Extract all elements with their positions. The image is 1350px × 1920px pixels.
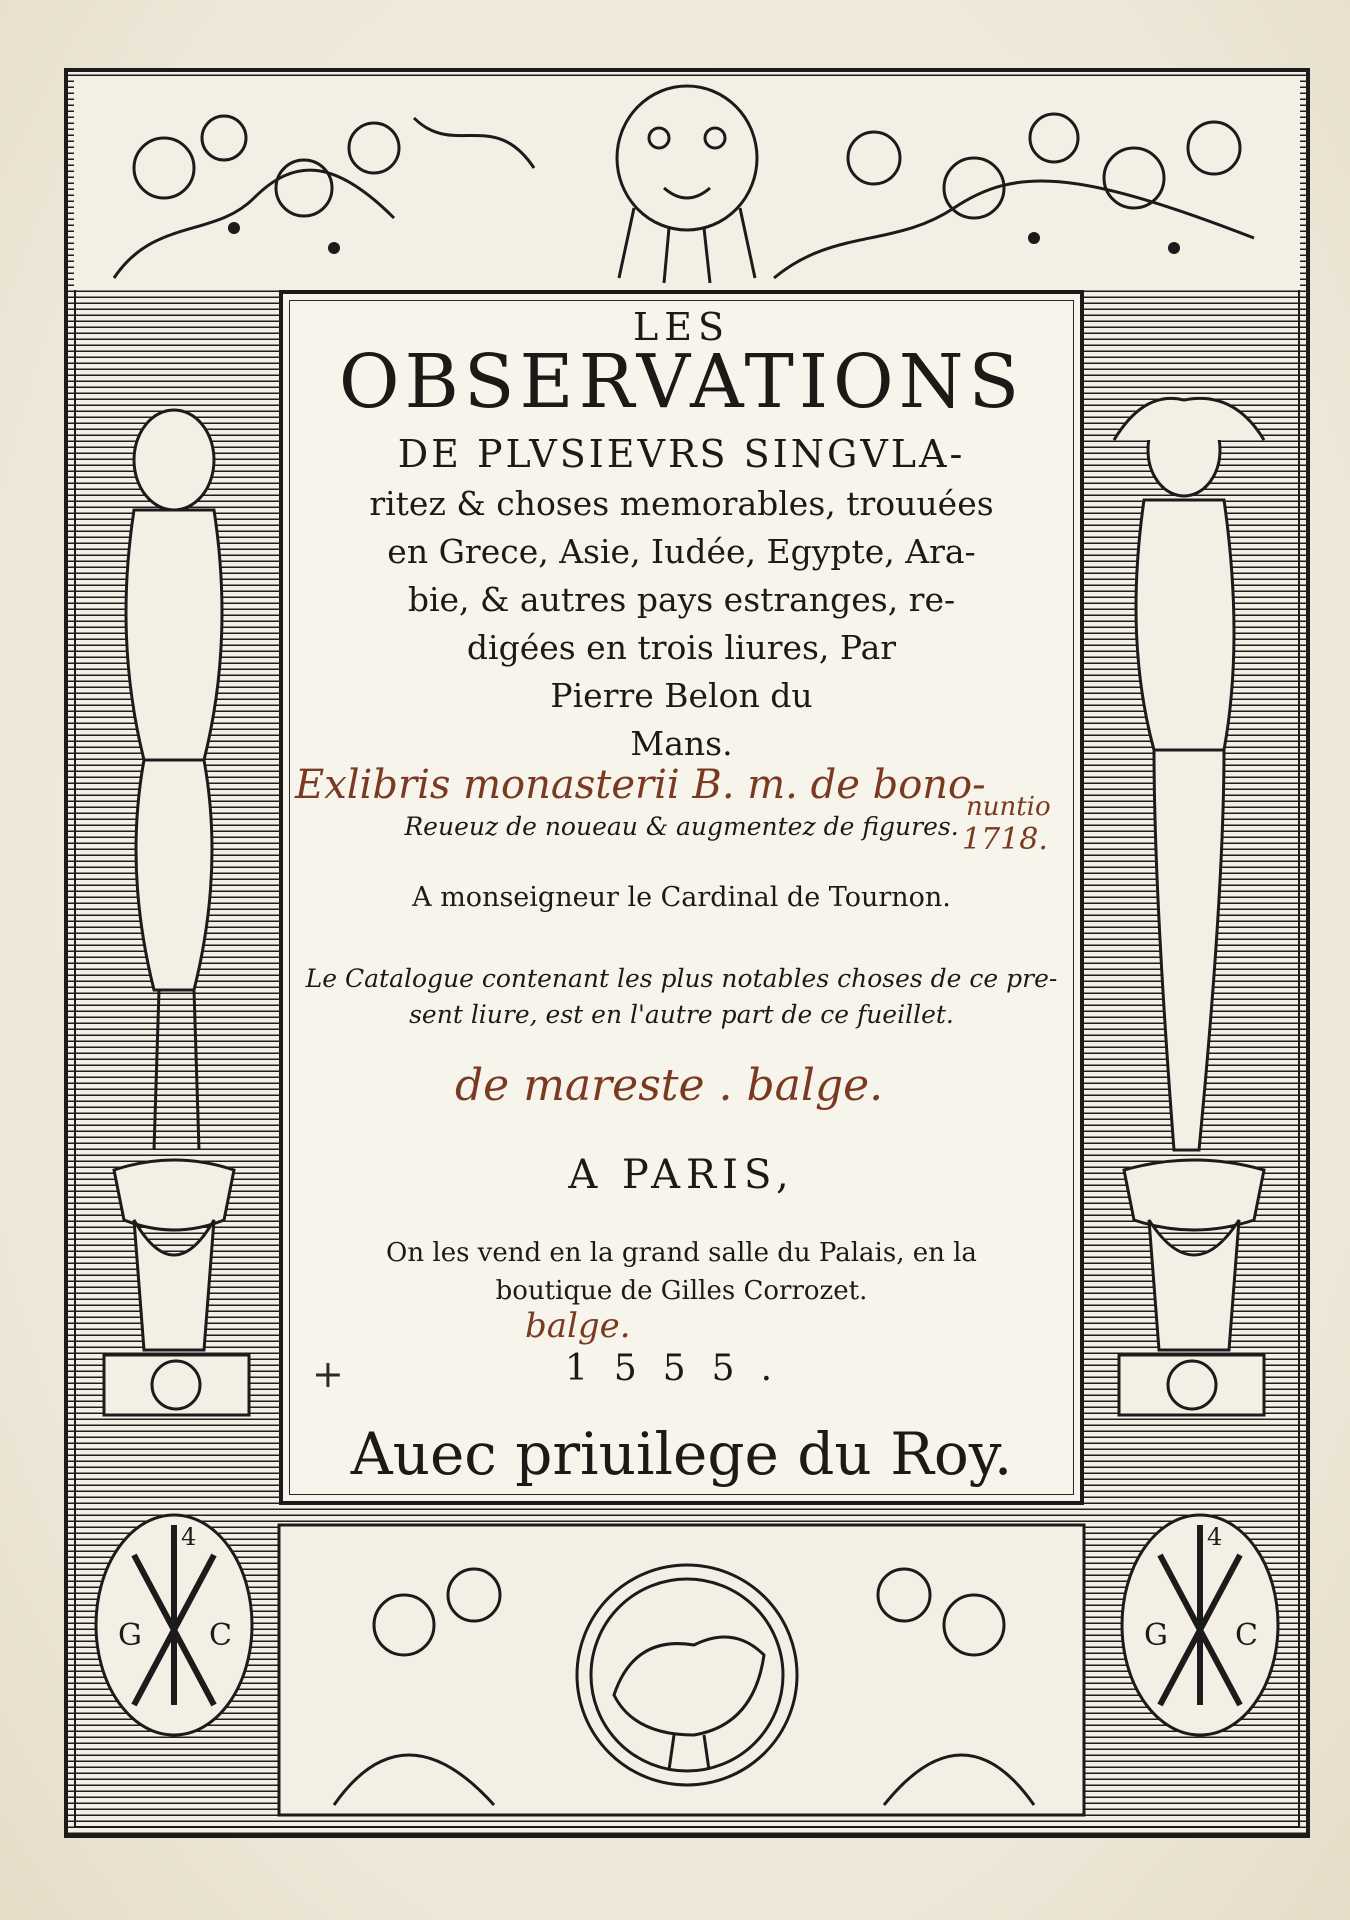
catalogue-line-1: Le Catalogue contenant les plus notables choses de ce pre- — [305, 964, 1058, 993]
dedication: A monseigneur le Cardinal de Tournon. — [412, 882, 951, 913]
body-line-5: Pierre Belon du — [550, 676, 813, 715]
owner-signature: de mareste . balge. — [455, 1060, 884, 1111]
privilege-line: Auec priuilege du Roy. — [350, 1420, 1013, 1488]
cross-mark: + — [312, 1352, 344, 1396]
place-of-printing: A PARIS, — [568, 1152, 795, 1198]
left-figure-ornament — [74, 290, 279, 1420]
body-line-3: bie, & autres pays estranges, re- — [407, 580, 956, 619]
catalogue-line-2: sent liure, est en l'autre part de ce fueillet. — [409, 1000, 954, 1029]
right-figure-ornament — [1084, 290, 1300, 1420]
lower-signature: balge. — [525, 1306, 631, 1346]
body-line-2: en Grece, Asie, Iudée, Egypte, Ara- — [387, 532, 976, 571]
ex-libris-continuation: nuntio — [966, 792, 1051, 822]
svg-text:G: G — [1144, 1618, 1168, 1653]
body-line-6: Mans. — [630, 724, 733, 763]
top-ornament — [74, 78, 1300, 290]
title-small: LES — [632, 305, 730, 349]
svg-text:C: C — [1235, 1618, 1258, 1653]
ex-libris-year: 1718. — [962, 822, 1048, 857]
title-line3: DE PLVSIEVRS SINGVLA- — [397, 432, 966, 476]
revised-line: Reueuz de noueau & augmentez de figures. — [404, 812, 959, 841]
left-emblem-g: G — [118, 1618, 142, 1653]
bottom-ornament — [74, 1505, 1300, 1828]
svg-text:C: C — [209, 1618, 232, 1653]
seller-line-2: boutique de Gilles Corrozet. — [495, 1276, 868, 1306]
ex-libris-inscription: Exlibris monasterii B. m. de bono- — [295, 762, 986, 808]
publication-year: 1555. — [564, 1348, 799, 1389]
body-line-1: ritez & choses memorables, trouuées — [369, 484, 994, 523]
title-large: OBSERVATIONS — [338, 339, 1025, 425]
body-line-4: digées en trois liures, Par — [466, 628, 897, 667]
svg-text:4: 4 — [1207, 1523, 1223, 1551]
svg-text:4: 4 — [181, 1523, 197, 1551]
seller-line-1: On les vend en la grand salle du Palais, en la — [386, 1238, 977, 1268]
